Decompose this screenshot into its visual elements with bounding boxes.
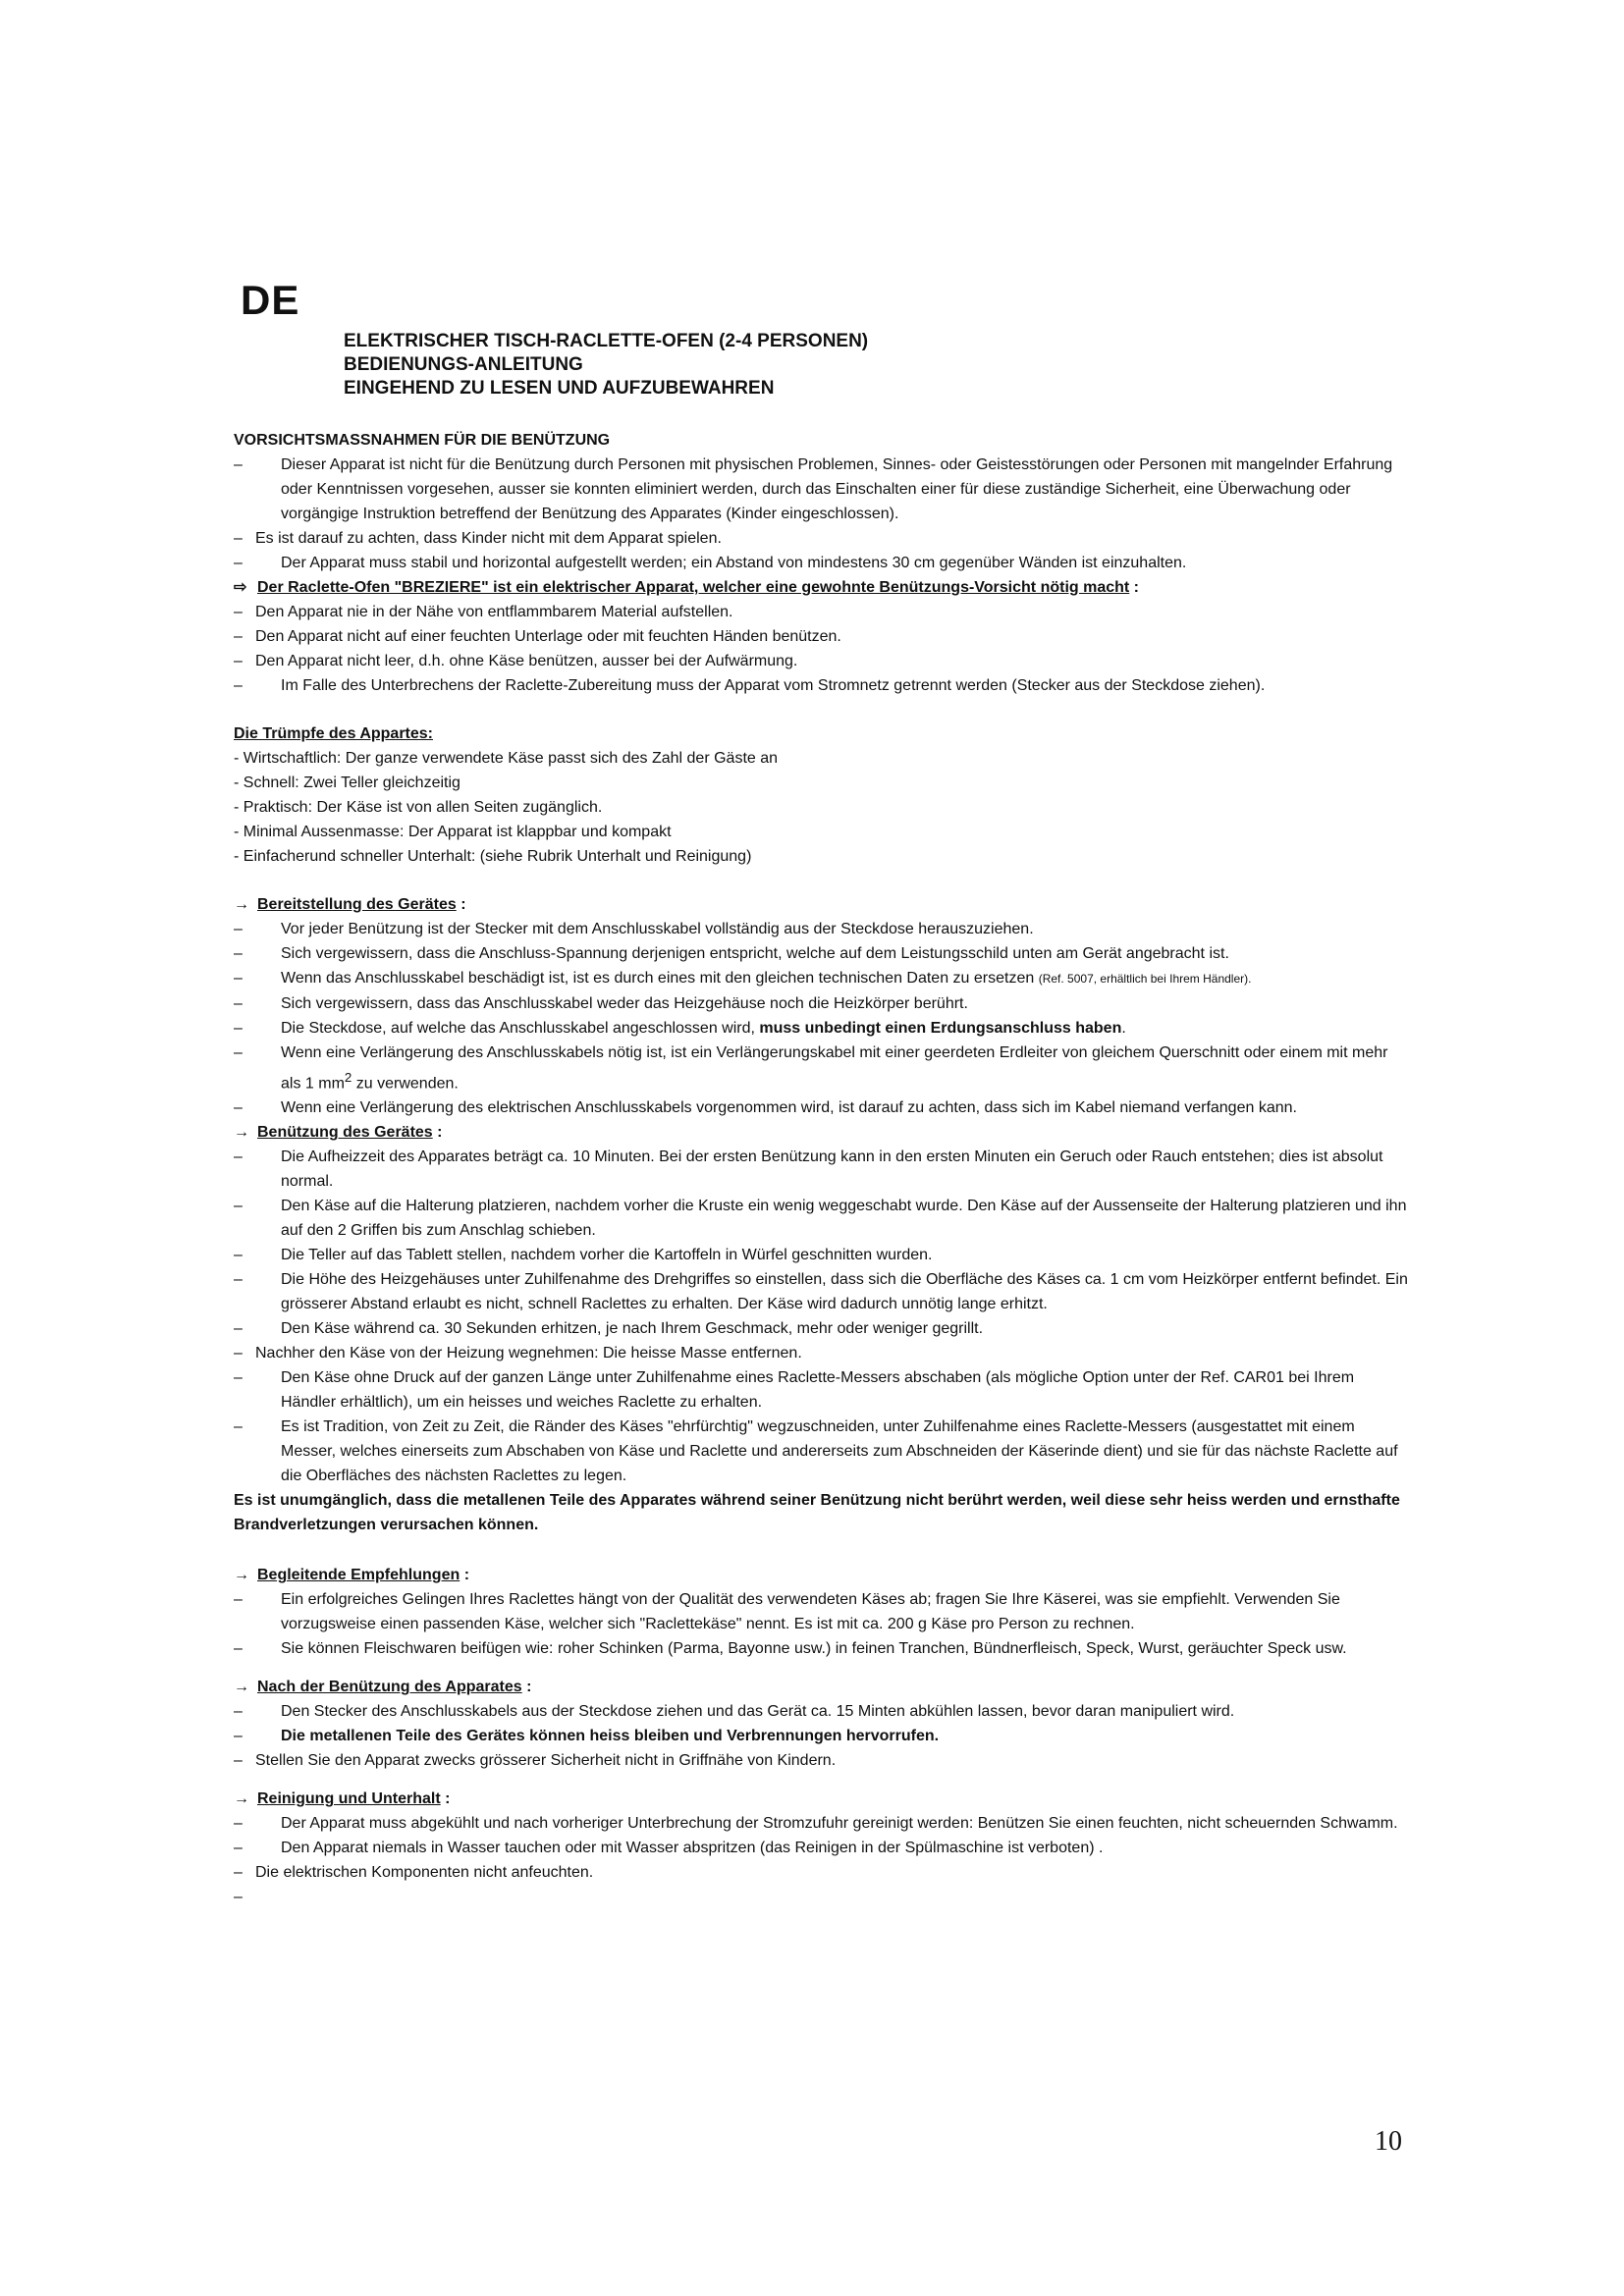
list-item: – Wenn eine Verlängerung des elektrischen Anschlusskabels vorgenommen wird, ist darauf zu achten, dass sich im Kabel niemand verfangen kann. xyxy=(234,1099,1297,1117)
list-item: – Den Apparat nicht auf einer feuchten Unterlage oder mit feuchten Händen benützen. xyxy=(234,628,841,645)
title-line: EINGEHEND ZU LESEN UND AUFZUBEWAHREN xyxy=(344,378,775,399)
advantages-heading: Die Trümpfe des Appartes: xyxy=(234,725,434,742)
recommendations-heading: → Begleitende Empfehlungen : xyxy=(234,1563,1412,1587)
list-item: – Wenn das Anschlusskabel beschädigt ist, ist es durch eines mit den gleichen technischen Daten zu ersetzen (Ref. 5007, erhältlich bei Ihrem Händler). xyxy=(234,970,1252,987)
cleaning-heading: → Reinigung und Unterhalt : xyxy=(234,1787,1412,1811)
list-item: – Dieser Apparat ist nicht für die Benützung durch Personen mit physischen Problemen, Sinnes- oder Geistesstörungen oder Personen mit mangelnder Erfahrung oder Kenntnissen vorgesehen, ausser sie konnten eliminiert werden, durch das Einschalten einer für diese zuständige Sicherheit, eine Überwachung oder vorgängige Instruktion betreffend der Benützung des Apparates (Kinder eingeschlossen). xyxy=(234,456,1393,522)
burn-warning: Es ist unumgänglich, dass die metallenen Teile des Apparates während seiner Benützung nicht berührt werden, weil diese sehr heiss werden und ernsthafte Brandverletzungen verursachen können. xyxy=(234,1492,1400,1534)
list-item: – Wenn eine Verlängerung des Anschlusskabels nötig ist, ist ein Verlängerungskabel mit einer geerdeten Erdleiter von gleichem Querschnitt oder einem mit mehr als 1 $mm^2$ zu verwenden. xyxy=(234,1044,1388,1093)
precautions-heading: VORSICHTSMASSNAHMEN FÜR DIE BENÜTZUNG xyxy=(234,432,611,449)
document-body xyxy=(234,428,1412,1909)
list-item: – Die elektrischen Komponenten nicht anfeuchten. xyxy=(234,1864,594,1882)
list-item: – Der Apparat muss abgekühlt und nach vorheriger Unterbrechung der Stromzufuhr gereinigt werden: Benützen Sie einen feuchten, nicht scheuernden Schwamm. xyxy=(234,1815,1398,1833)
language-code: DE xyxy=(241,277,300,323)
preparation-heading: → Bereitstellung des Gerätes : xyxy=(234,892,1412,917)
document-title xyxy=(344,330,868,400)
list-item: – Sich vergewissern, dass die Anschluss-Spannung derjenigen entspricht, welche auf dem Leistungsschild unten am Gerät angebracht ist. xyxy=(234,945,1229,962)
list-item: – Sie können Fleischwaren beifügen wie: roher Schinken (Parma, Bayonne usw.) in feinen Tranchen, Bündnerfleisch, Speck, Wurst, geräuchter Speck usw. xyxy=(234,1640,1347,1658)
list-item: – Es ist darauf zu achten, dass Kinder nicht mit dem Apparat spielen. xyxy=(234,530,722,547)
arrow-right-icon: → xyxy=(234,896,249,913)
list-item: – Den Apparat niemals in Wasser tauchen oder mit Wasser abspritzen (das Reinigen in der Spülmaschine ist verboten) . xyxy=(234,1840,1104,1857)
list-item: - Schnell: Zwei Teller gleichzeitig xyxy=(234,774,460,791)
list-item: – Ein erfolgreiches Gelingen Ihres Raclettes hängt von der Qualität des verwendeten Käses ab; fragen Sie Ihre Käserei, was sie empfiehlt. Verwenden Sie vorzugsweise einen passenden Käse, welcher sich "Raclettekäse" nennt. Es ist mit ca. 200 g Käse pro Person zu rechnen. xyxy=(234,1591,1340,1633)
list-item: – Der Apparat muss stabil und horizontal aufgestellt werden; ein Abstand von mindestens 30 cm gegenüber Wänden ist einzuhalten. xyxy=(234,555,1187,571)
list-item: - Einfacherund schneller Unterhalt: (siehe Rubrik Unterhalt und Reinigung) xyxy=(234,848,752,865)
list-item: - Praktisch: Der Käse ist von allen Seiten zugänglich. xyxy=(234,799,603,816)
after-use-heading: → Nach der Benützung des Apparates : xyxy=(234,1675,1412,1699)
list-item: – Den Apparat nicht leer, d.h. ohne Käse benützen, ausser bei der Aufwärmung. xyxy=(234,653,798,669)
list-item: – Die Aufheizzeit des Apparates beträgt ca. 10 Minuten. Bei der ersten Benützung kann in den ersten Minuten ein Geruch oder Rauch entstehen; dies ist absolut normal. xyxy=(234,1148,1383,1191)
list-item: – Die Steckdose, auf welche das Anschlusskabel angeschlossen wird, muss unbedingt einen Erdungsanschluss haben. xyxy=(234,1020,1126,1037)
arrow-right-icon: → xyxy=(234,1790,249,1808)
arrow-right-icon: → xyxy=(234,1567,249,1584)
list-item: – Stellen Sie den Apparat zwecks grösserer Sicherheit nicht in Griffnähe von Kindern. xyxy=(234,1752,837,1770)
list-item: – Sich vergewissern, dass das Anschlusskabel weder das Heizgehäuse noch die Heizkörper berührt. xyxy=(234,995,968,1012)
list-item: – Den Stecker des Anschlusskabels aus der Steckdose ziehen und das Gerät ca. 15 Minten abkühlen lassen, bevor daran manipuliert wird. xyxy=(234,1703,1235,1721)
arrow-right-icon: → xyxy=(234,1124,249,1142)
list-item: – Es ist Tradition, von Zeit zu Zeit, die Ränder des Käses "ehrfürchtig" wegzuschneiden, unter Zuhilfenahme eines Raclette-Messers (ausgestattet mit einem Messer, welches einerseits zum Abschaben von Käse und Raclette und andererseits zum Abschneiden der Käserinde dient) und sie für das nächste Raclette auf die Oberfläches des nächsten Raclettes zu legen. xyxy=(234,1418,1398,1485)
list-item: – Nachher den Käse von der Heizung wegnehmen: Die heisse Masse entfernen. xyxy=(234,1345,802,1362)
empty-list-item: – xyxy=(234,1889,243,1906)
list-item: – Den Käse ohne Druck auf der ganzen Länge unter Zuhilfenahme eines Raclette-Messers abschaben (als mögliche Option unter der Ref. CAR01 bei Ihrem Händler erhältlich), um ein heisses und weiches Raclette zu erhalten. xyxy=(234,1369,1355,1412)
list-item: – Den Käse während ca. 30 Sekunden erhitzen, je nach Ihrem Geschmack, mehr oder weniger gegrillt. xyxy=(234,1320,984,1338)
arrow-right-icon: ⇨ xyxy=(234,579,247,596)
page-number: 10 xyxy=(1375,2126,1402,2157)
list-item: – Den Apparat nie in der Nähe von entflammbarem Material aufstellen. xyxy=(234,604,733,620)
safety-notice: ⇨ Der Raclette-Ofen "BREZIERE" ist ein elektrischer Apparat, welcher eine gewohnte Benützungs-Vorsicht nötig macht : xyxy=(234,575,1412,600)
list-item: – Vor jeder Benützung ist der Stecker mit dem Anschlusskabel vollständig aus der Steckdose herauszuziehen. xyxy=(234,921,1034,937)
arrow-right-icon: → xyxy=(234,1679,249,1696)
usage-heading: → Benützung des Gerätes : xyxy=(234,1120,1412,1145)
list-item: – Den Käse auf die Halterung platzieren, nachdem vorher die Kruste ein wenig weggeschabt wurde. Den Käse auf der Aussenseite der Halterung platzieren und ihn auf den 2 Griffen bis zum Anschlag schieben. xyxy=(234,1198,1407,1240)
list-item: – Die Höhe des Heizgehäuses unter Zuhilfenahme des Drehgriffes so einstellen, dass sich die Oberfläche des Käses ca. 1 cm vom Heizkörper entfernt befindet. Ein grösserer Abstand erlaubt es nicht, schnell Raclettes zu erhalten. Der Käse wird dadurch unnötig lange erhitzt. xyxy=(234,1271,1408,1313)
title-line: BEDIENUNGS-ANLEITUNG xyxy=(344,354,583,375)
list-item: – Die Teller auf das Tablett stellen, nachdem vorher die Kartoffeln in Würfel geschnitten wurden. xyxy=(234,1247,933,1264)
title-line: ELEKTRISCHER TISCH-RACLETTE-OFEN (2-4 PERSONEN) xyxy=(344,331,869,351)
list-item: - Wirtschaftlich: Der ganze verwendete Käse passt sich des Zahl der Gäste an xyxy=(234,750,779,767)
list-item: - Minimal Aussenmasse: Der Apparat ist klappbar und kompakt xyxy=(234,824,672,840)
list-item: – Im Falle des Unterbrechens der Raclette-Zubereitung muss der Apparat vom Stromnetz getrennt werden (Stecker aus der Steckdose ziehen). xyxy=(234,677,1266,694)
list-item: – Die metallenen Teile des Gerätes können heiss bleiben und Verbrennungen hervorrufen. xyxy=(234,1728,940,1745)
